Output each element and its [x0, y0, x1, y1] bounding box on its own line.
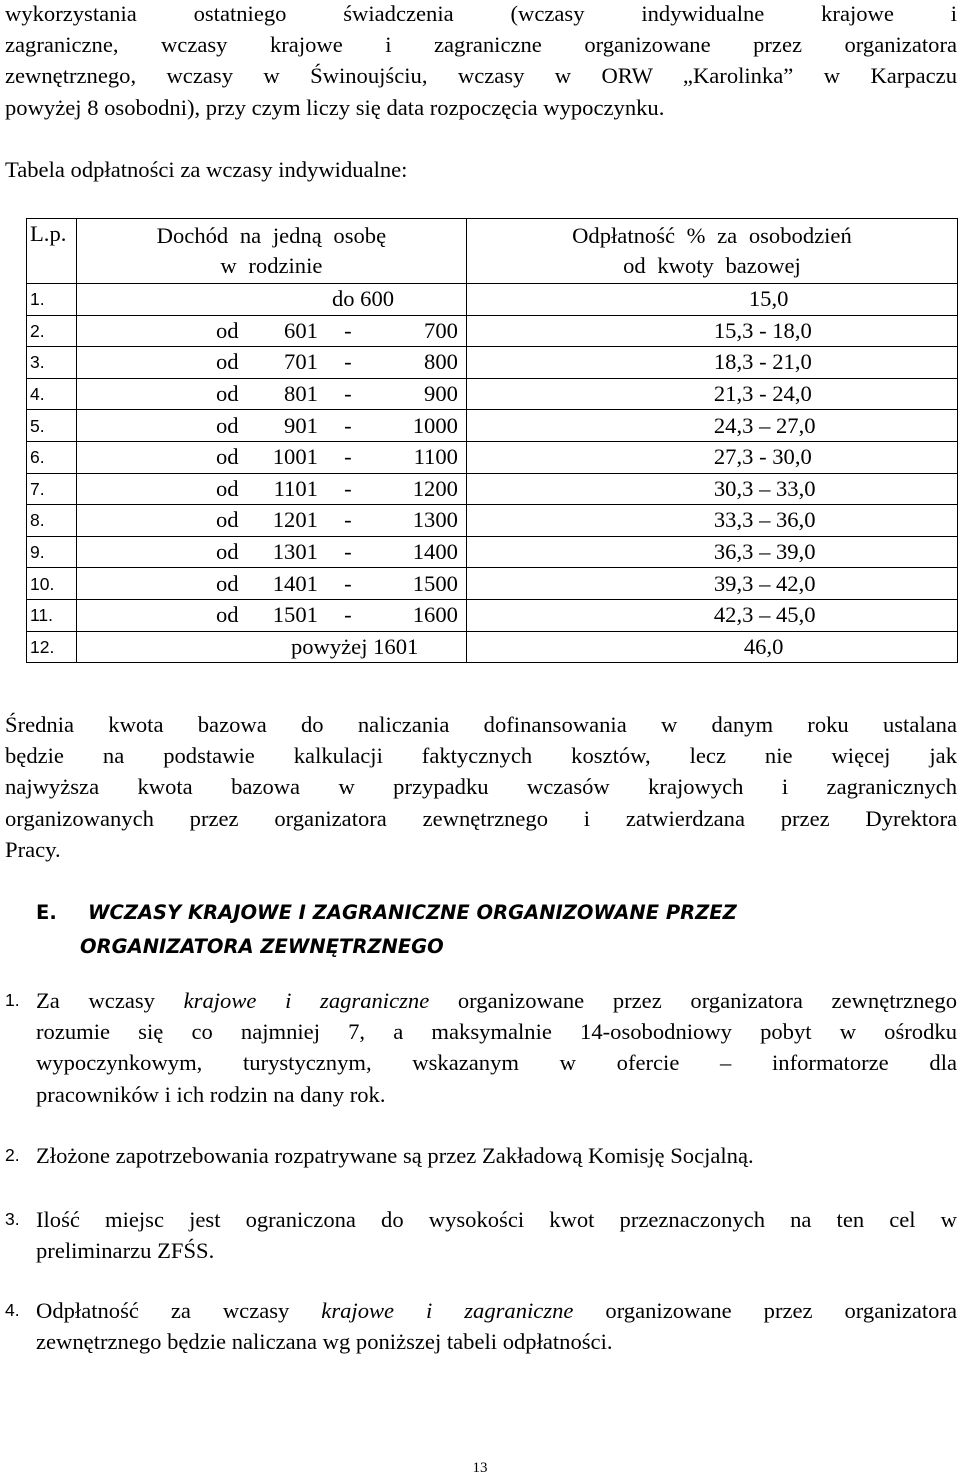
- intro-line: zewnętrznego, wczasy w Świnoujściu, wczasy w ORW „Karolinka” w Karpaczu: [5, 63, 957, 89]
- paragraph-line: organizowanych przez organizatora zewnętrznego i zatwierdzana przez Dyrektora: [5, 805, 957, 831]
- item-line: preliminarzu ZFŚS.: [36, 1238, 215, 1264]
- income-from-word: od: [215, 475, 239, 501]
- income-from: 1201: [272, 507, 318, 533]
- income-from: 1101: [273, 475, 318, 501]
- base-amount-paragraph: [5, 709, 957, 865]
- income-dash: -: [344, 381, 352, 407]
- item-text: Odpłatność za wczasy: [36, 1298, 322, 1323]
- intro-line: wykorzystania ostatniego świadczenia (wczasy indywidualne krajowe i: [5, 1, 957, 26]
- header-income-line1: Dochód na jedną osobę: [156, 223, 387, 248]
- income-from-word: od: [215, 317, 239, 343]
- item-number: 3.: [5, 1209, 20, 1229]
- income-from: 701: [284, 349, 318, 375]
- paragraph-line: najwyższa kwota bazowa w przypadku wczasów krajowych i zagranicznych: [5, 774, 957, 800]
- row-income: [76, 284, 466, 316]
- row-fee: 18,3 - 21,0: [466, 347, 957, 379]
- table-row: [27, 599, 958, 631]
- income-from: 901: [284, 412, 318, 438]
- page-number: 13: [472, 1460, 488, 1476]
- item-body: [36, 1204, 957, 1266]
- income-to: 900: [424, 381, 458, 407]
- income-to: 1500: [412, 570, 458, 596]
- item-emphasis: krajowe i zagraniczne: [183, 988, 430, 1013]
- table-row: [27, 536, 958, 568]
- item-line: [36, 985, 957, 1016]
- income-dash: -: [344, 507, 352, 533]
- row-lp: 5.: [27, 410, 77, 442]
- row-fee: 15,0: [466, 284, 957, 316]
- table-row: [27, 284, 958, 316]
- item-text: Za wczasy: [36, 988, 184, 1013]
- row-fee: 30,3 – 33,0: [466, 473, 957, 505]
- income-to: 1300: [412, 507, 458, 533]
- section-e-heading: [36, 896, 737, 964]
- row-income: [76, 568, 466, 600]
- item-line: zewnętrznego będzie naliczana wg poniższej tabeli odpłatności.: [36, 1329, 613, 1355]
- section-title-line2: ORGANIZATORA ZEWNĘTRZNEGO: [80, 935, 444, 958]
- income-from: 1001: [272, 444, 318, 470]
- income-from: 1301: [272, 539, 318, 565]
- intro-paragraph: [5, 0, 957, 123]
- table-row: [27, 505, 958, 537]
- item-number: 4.: [5, 1300, 20, 1320]
- fee-table: [26, 218, 958, 663]
- income-from-word: od: [215, 602, 239, 628]
- row-lp: 12.: [27, 631, 77, 663]
- income-from-word: od: [215, 381, 239, 407]
- header-fee-line2: od kwoty bazowej: [623, 253, 801, 278]
- income-from: 801: [284, 381, 318, 407]
- row-lp: 11.: [27, 599, 77, 631]
- income-dash: -: [344, 317, 352, 343]
- income-from-word: od: [215, 412, 239, 438]
- list-item: [5, 1204, 957, 1266]
- table-row: [27, 378, 958, 410]
- row-income: [76, 378, 466, 410]
- item-body: [36, 985, 957, 1110]
- income-from-word: od: [215, 444, 239, 470]
- income-dash: -: [344, 602, 352, 628]
- row-lp: 6.: [27, 441, 77, 473]
- table-title: Tabela odpłatności za wczasy indywidualne:: [5, 157, 408, 182]
- intro-line: powyżej 8 osobodni), przy czym liczy się data rozpoczęcia wypoczynku.: [5, 94, 665, 120]
- income-from-word: od: [215, 349, 239, 375]
- item-line: rozumie się co najmniej 7, a maksymalnie 14-osobodniowy pobyt w ośrodku: [36, 1019, 957, 1045]
- table-row: [27, 315, 958, 347]
- row-lp: 2.: [27, 315, 77, 347]
- income-dash: -: [344, 539, 352, 565]
- income-dash: -: [344, 475, 352, 501]
- item-number: 1.: [5, 990, 20, 1010]
- table-row: [27, 568, 958, 600]
- row-income: [76, 315, 466, 347]
- row-income: [76, 473, 466, 505]
- item-line: Złożone zapotrzebowania rozpatrywane są przez Zakładową Komisję Socjalną.: [36, 1143, 754, 1168]
- income-from: 1501: [272, 602, 318, 628]
- item-body: [36, 1140, 957, 1171]
- table-row: [27, 441, 958, 473]
- income-to: 1400: [412, 539, 458, 565]
- row-fee: 15,3 - 18,0: [466, 315, 957, 347]
- row-income: [76, 410, 466, 442]
- row-fee: 36,3 – 39,0: [466, 536, 957, 568]
- paragraph-line: Pracy.: [5, 836, 61, 862]
- list-item: [5, 1295, 957, 1357]
- row-lp: 3.: [27, 347, 77, 379]
- row-lp: 9.: [27, 536, 77, 568]
- item-number: 2.: [5, 1145, 20, 1165]
- income-to: 1100: [413, 444, 458, 470]
- row-income: [76, 631, 466, 663]
- item-emphasis: krajowe i zagraniczne: [321, 1298, 574, 1323]
- income-from: 601: [284, 317, 318, 343]
- item-line: pracowników i ich rodzin na dany rok.: [36, 1081, 386, 1107]
- income-from-word: od: [215, 570, 239, 596]
- item-line: wypoczynkowym, turystycznym, wskazanym w ofercie – informatorze dla: [36, 1050, 957, 1076]
- income-value: do 600: [331, 286, 395, 312]
- row-fee: 33,3 – 36,0: [466, 505, 957, 537]
- row-income: [76, 505, 466, 537]
- section-title-line1: WCZASY KRAJOWE I ZAGRANICZNE ORGANIZOWANE PRZEZ: [88, 901, 737, 924]
- row-fee: 46,0: [466, 631, 957, 663]
- row-lp: 8.: [27, 505, 77, 537]
- item-body: [36, 1295, 957, 1357]
- section-number: E.: [36, 901, 57, 924]
- row-fee: 42,3 – 45,0: [466, 599, 957, 631]
- row-fee: 39,3 – 42,0: [466, 568, 957, 600]
- row-lp: 10.: [27, 568, 77, 600]
- income-dash: -: [344, 412, 352, 438]
- table-row: [27, 347, 958, 379]
- table-header-row: [27, 219, 958, 284]
- header-income-line2: w rodzinie: [220, 253, 323, 278]
- header-income: [76, 219, 466, 284]
- income-to: 1200: [412, 475, 458, 501]
- row-income: [76, 347, 466, 379]
- income-to: 700: [424, 317, 458, 343]
- income-to: 800: [424, 349, 458, 375]
- item-line: Ilość miejsc jest ograniczona do wysokości kwot przeznaczonych na ten cel w: [36, 1207, 957, 1232]
- income-value: powyżej 1601: [290, 633, 419, 659]
- header-fee: [466, 219, 957, 284]
- income-to: 1600: [412, 602, 458, 628]
- item-text: organizowane przez organizatora zewnętrznego: [429, 988, 957, 1013]
- intro-line: zagraniczne, wczasy krajowe i zagraniczne organizowane przez organizatora: [5, 32, 957, 58]
- table-row: [27, 631, 958, 663]
- item-line: [36, 1295, 957, 1326]
- row-fee: 24,3 – 27,0: [466, 410, 957, 442]
- item-text: organizowane przez organizatora: [573, 1298, 957, 1323]
- row-lp: 1.: [27, 284, 77, 316]
- row-fee: 21,3 - 24,0: [466, 378, 957, 410]
- row-income: [76, 536, 466, 568]
- paragraph-line: Średnia kwota bazowa do naliczania dofinansowania w danym roku ustalana: [5, 712, 957, 737]
- row-lp: 4.: [27, 378, 77, 410]
- row-income: [76, 599, 466, 631]
- table-row: [27, 473, 958, 505]
- income-to: 1000: [412, 412, 458, 438]
- header-lp: L.p.: [27, 219, 77, 284]
- list-item: [5, 985, 957, 1110]
- income-from-word: od: [215, 507, 239, 533]
- table-row: [27, 410, 958, 442]
- row-fee: 27,3 - 30,0: [466, 441, 957, 473]
- row-lp: 7.: [27, 473, 77, 505]
- paragraph-line: będzie na podstawie kalkulacji faktycznych kosztów, lecz nie więcej jak: [5, 743, 957, 769]
- income-dash: -: [344, 349, 352, 375]
- income-dash: -: [344, 444, 352, 470]
- list-item: [5, 1140, 957, 1171]
- income-from-word: od: [215, 539, 239, 565]
- row-income: [76, 441, 466, 473]
- header-fee-line1: Odpłatność % za osobodzień: [572, 223, 852, 248]
- income-dash: -: [344, 570, 352, 596]
- income-from: 1401: [272, 570, 318, 596]
